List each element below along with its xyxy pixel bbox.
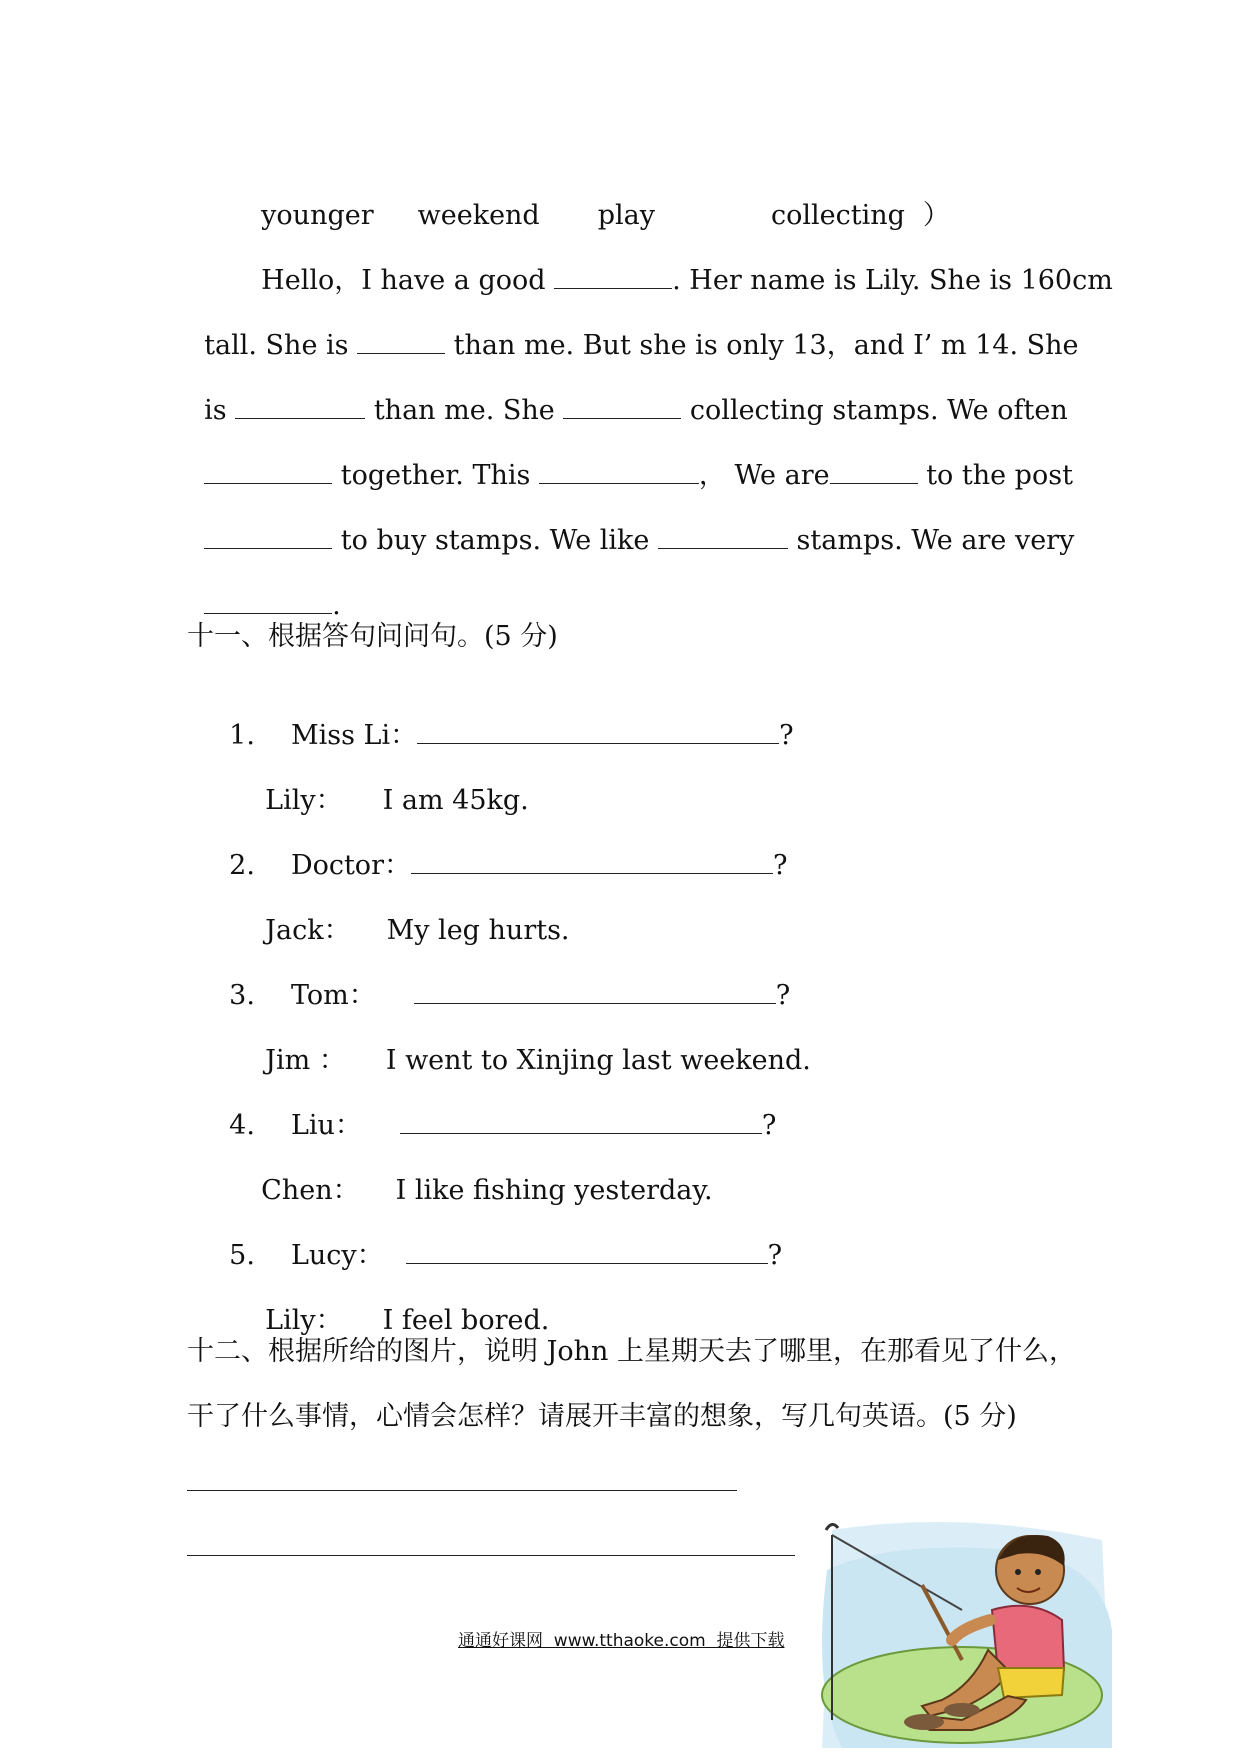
question-mark: ? bbox=[772, 850, 788, 881]
passage-blank[interactable] bbox=[539, 459, 699, 484]
question-item-5 bbox=[212, 1205, 782, 1273]
answer-line-3 bbox=[248, 1010, 811, 1078]
answer-speaker: Chen： bbox=[261, 1175, 360, 1206]
passage-blank[interactable] bbox=[658, 524, 788, 549]
question-asker: Doctor： bbox=[290, 850, 411, 881]
question-answer-blank[interactable] bbox=[400, 1109, 762, 1134]
answer-text: I went to Xinjing last weekend. bbox=[385, 1045, 811, 1076]
section-11-title: 十一、根据答句问问句。(5 分) bbox=[187, 621, 558, 652]
question-number: 4. bbox=[229, 1110, 255, 1141]
passage-line-4 bbox=[187, 425, 1073, 493]
word-bank-word: ） bbox=[922, 200, 950, 231]
passage-blank[interactable] bbox=[204, 524, 332, 549]
passage-text: together. This bbox=[332, 460, 539, 491]
passage-text: ， We are bbox=[698, 460, 830, 491]
passage-line-1 bbox=[244, 230, 1113, 298]
passage-text: to buy stamps. We like bbox=[332, 525, 658, 556]
question-number: 1. bbox=[229, 720, 255, 751]
passage-blank[interactable] bbox=[563, 394, 681, 419]
answer-line-5 bbox=[248, 1270, 549, 1338]
question-item-1 bbox=[212, 685, 794, 753]
answer-line-1 bbox=[248, 750, 529, 818]
word-bank-word: play bbox=[597, 200, 656, 231]
answer-speaker: Jack： bbox=[265, 915, 351, 946]
question-mark: ? bbox=[761, 1110, 777, 1141]
question-answer-blank[interactable] bbox=[406, 1239, 768, 1264]
passage-text: than me. She bbox=[365, 395, 564, 426]
passage-blank[interactable] bbox=[204, 459, 332, 484]
passage-blank[interactable] bbox=[204, 589, 332, 614]
answer-speaker: Lily： bbox=[265, 1305, 343, 1336]
question-number: 3. bbox=[229, 980, 255, 1011]
passage-text: is bbox=[204, 395, 236, 426]
footer-credit[interactable]: 通通好课网 www.tthaoke.com 提供下载 bbox=[458, 1631, 785, 1651]
section-12-title-line-2: 干了什么事情，心情会怎样？请展开丰富的想象，写几句英语。(5 分) bbox=[187, 1401, 1017, 1432]
passage-line-5 bbox=[187, 490, 1074, 558]
passage-text: stamps. We are very bbox=[787, 525, 1075, 556]
question-number: 2. bbox=[229, 850, 255, 881]
answer-text: I like fishing yesterday. bbox=[395, 1175, 713, 1206]
passage-text: than me. But she is only 13，and I’ m 14. She bbox=[445, 330, 1079, 361]
answer-text: My leg hurts. bbox=[386, 915, 570, 946]
answer-line-4 bbox=[244, 1140, 713, 1208]
passage-text: Hello，I have a good bbox=[261, 265, 555, 296]
passage-text: . Her name is Lily. She is 160cm bbox=[672, 265, 1113, 296]
word-bank-word: weekend bbox=[417, 200, 540, 231]
question-mark: ? bbox=[767, 1240, 783, 1271]
answer-text: I am 45kg. bbox=[382, 785, 529, 816]
question-item-4 bbox=[212, 1075, 776, 1143]
passage-blank[interactable] bbox=[554, 264, 672, 289]
answer-speaker: Jim ： bbox=[265, 1045, 346, 1076]
answer-speaker: Lily： bbox=[265, 785, 343, 816]
question-asker: Liu： bbox=[290, 1110, 362, 1141]
writing-line-1[interactable] bbox=[187, 1490, 737, 1491]
question-asker: Tom： bbox=[290, 980, 376, 1011]
section-12-title-line-1: 十二、根据所给的图片，说明 John 上星期天去了哪里，在那看见了什么， bbox=[187, 1336, 1077, 1367]
question-item-3 bbox=[212, 945, 790, 1013]
word-bank-word: collecting bbox=[771, 200, 905, 231]
passage-text: to the post bbox=[917, 460, 1073, 491]
question-mark: ? bbox=[775, 980, 791, 1011]
question-asker: Miss Li： bbox=[290, 720, 418, 751]
passage-line-2 bbox=[187, 295, 1078, 363]
question-answer-blank[interactable] bbox=[417, 719, 779, 744]
passage-line-6 bbox=[187, 555, 341, 623]
word-bank bbox=[244, 165, 950, 233]
word-bank-word: younger bbox=[261, 200, 374, 231]
answer-text: I feel bored. bbox=[382, 1305, 550, 1336]
passage-blank[interactable] bbox=[235, 394, 365, 419]
question-asker: Lucy： bbox=[290, 1240, 384, 1271]
question-mark: ? bbox=[779, 720, 794, 751]
passage-line-3 bbox=[187, 360, 1068, 428]
passage-text: tall. She is bbox=[204, 330, 358, 361]
boy-fishing-illustration bbox=[812, 1510, 1112, 1748]
passage-text: collecting stamps. We often bbox=[681, 395, 1068, 426]
question-answer-blank[interactable] bbox=[414, 979, 776, 1004]
question-item-2 bbox=[212, 815, 787, 883]
question-answer-blank[interactable] bbox=[411, 849, 773, 874]
passage-blank[interactable] bbox=[830, 459, 918, 484]
answer-line-2 bbox=[248, 880, 570, 948]
passage-blank[interactable] bbox=[357, 329, 445, 354]
question-number: 5. bbox=[229, 1240, 255, 1271]
passage-text: . bbox=[332, 590, 341, 621]
writing-line-2[interactable] bbox=[187, 1555, 795, 1556]
